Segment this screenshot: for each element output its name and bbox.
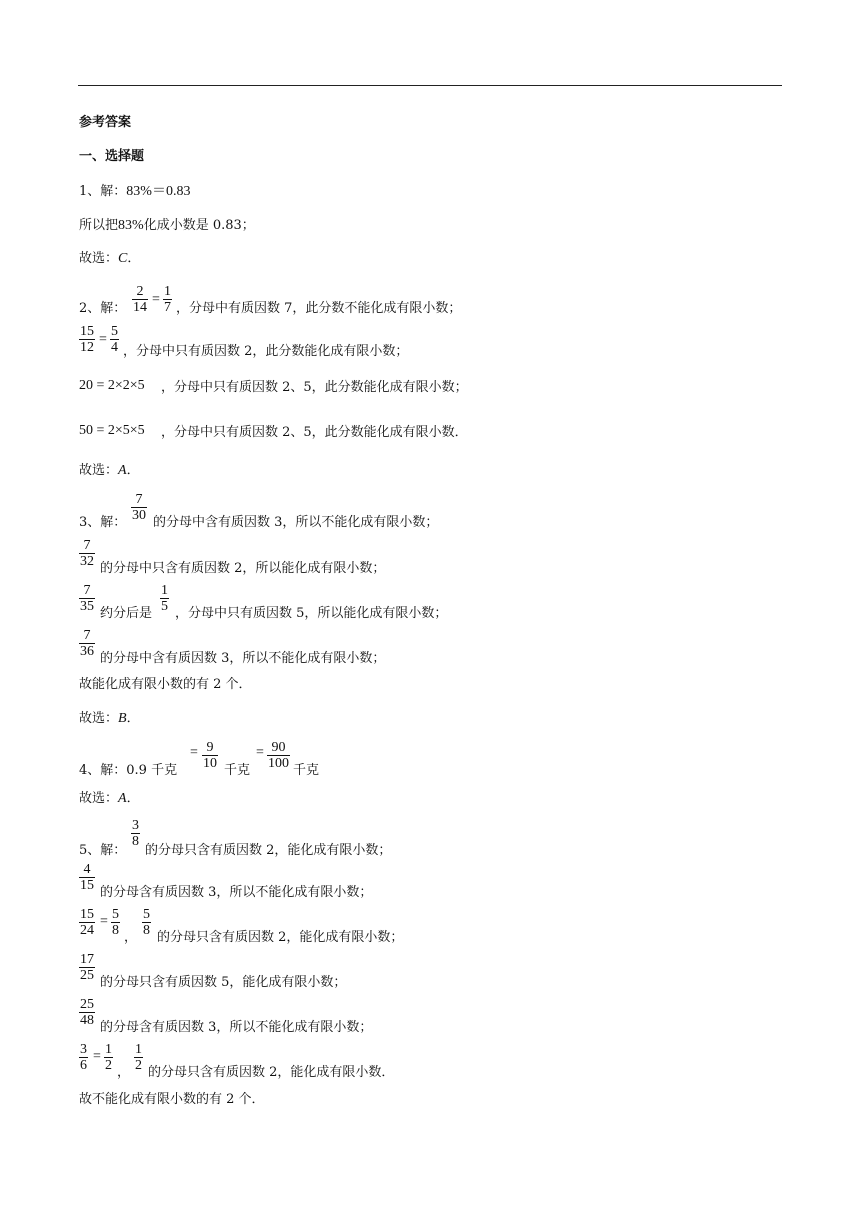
fraction-1-2: $\frac{1}{2}$ — [105, 1042, 112, 1073]
q3-text-3a: 约分后是 — [100, 606, 153, 621]
fraction-4-15: $\frac{4}{15}$ — [80, 862, 94, 893]
q3-conclusion: 故能化成有限小数的有 2 个． — [79, 677, 252, 692]
fraction-9-10: $\frac{9}{10}$ — [203, 740, 217, 771]
q3-text-4: 的分母中含有质因数 3，所以不能化成有限小数； — [100, 651, 386, 666]
answer-period: ． — [126, 463, 140, 478]
answer-label: 故选： — [79, 711, 119, 726]
equals-sign: = — [256, 745, 264, 760]
fraction-5-8-b: $\frac{5}{8}$ — [143, 907, 150, 938]
fraction-15-12: $\frac{15}{12}$ — [80, 324, 94, 355]
q4-unit-2: 千克 — [293, 763, 320, 778]
q2-text-4: ，分母中只有质因数 2、5，此分数能化成有限小数． — [161, 425, 468, 440]
q5-text-3: 的分母只含有质因数 2，能化成有限小数； — [157, 930, 404, 945]
answer-heading: 参考答案 — [79, 115, 132, 130]
fraction-5-8: $\frac{5}{8}$ — [112, 907, 119, 938]
q5-text-1: 的分母只含有质因数 2，能化成有限小数； — [145, 843, 392, 858]
answer-choice: A — [118, 791, 127, 806]
q1-equation: 83%＝0.83 — [126, 184, 191, 199]
q5-text-4: 的分母只含有质因数 5，能化成有限小数； — [100, 975, 347, 990]
q5-conclusion: 故不能化成有限小数的有 2 个． — [79, 1092, 265, 1107]
equals-sign: = — [93, 1049, 101, 1064]
q2-equation-20: 20 = 2×2×5 — [79, 378, 145, 393]
q3-answer — [79, 711, 140, 727]
q2-text-2: ，分母中只有质因数 2，此分数能化成有限小数； — [123, 344, 409, 359]
q1-line-1 — [79, 184, 190, 200]
fraction-3-8: $\frac{3}{8}$ — [132, 818, 139, 849]
fraction-25-48: $\frac{25}{48}$ — [80, 997, 94, 1028]
fraction-5-4: $\frac{5}{4}$ — [111, 324, 118, 355]
comma: ， — [124, 930, 138, 945]
q5-text-5: 的分母含有质因数 3，所以不能化成有限小数； — [100, 1020, 373, 1035]
q1-text-b: 化成小数是 0.83； — [143, 218, 255, 233]
fraction-3-6: $\frac{3}{6}$ — [80, 1042, 87, 1073]
fraction-7-30: $\frac{7}{30}$ — [132, 492, 146, 523]
q2-label: 2、解： — [79, 301, 127, 316]
q1-text-a: 所以把 — [79, 218, 119, 233]
answer-period: ． — [126, 711, 140, 726]
fraction-1-7: $\frac{1}{7}$ — [164, 284, 171, 315]
fraction-17-25: $\frac{17}{25}$ — [80, 952, 94, 983]
q1-answer — [79, 251, 140, 267]
answer-label: 故选： — [79, 251, 119, 266]
q1-label: 1、解： — [79, 184, 127, 199]
q1-percent: 83% — [118, 218, 144, 233]
q4-answer — [79, 791, 140, 807]
fraction-1-5: $\frac{1}{5}$ — [161, 583, 168, 614]
comma: ， — [117, 1065, 131, 1080]
q3-text-1: 的分母中含有质因数 3，所以不能化成有限小数； — [153, 515, 439, 530]
q3-text-2: 的分母中只含有质因数 2，所以能化成有限小数； — [100, 561, 386, 576]
q2-text-3: ，分母中只有质因数 2、5，此分数能化成有限小数； — [161, 380, 468, 395]
q5-text-2: 的分母含有质因数 3，所以不能化成有限小数； — [100, 885, 373, 900]
q4-unit-1: 千克 — [224, 763, 251, 778]
fraction-7-36: $\frac{7}{36}$ — [80, 628, 94, 659]
q2-answer — [79, 463, 140, 479]
q3-label: 3、解： — [79, 515, 127, 530]
equals-sign: = — [99, 332, 107, 347]
answer-period: ． — [127, 251, 141, 266]
q3-text-3b: ，分母中只有质因数 5，所以能化成有限小数； — [175, 606, 448, 621]
header-rule — [78, 85, 782, 86]
fraction-90-100: $\frac{90}{100}$ — [268, 740, 289, 771]
fraction-2-14: $\frac{2}{14}$ — [133, 284, 147, 315]
section-title: 一、选择题 — [79, 149, 145, 164]
q5-label: 5、解： — [79, 843, 127, 858]
fraction-7-35: $\frac{7}{35}$ — [80, 583, 94, 614]
answer-period: ． — [126, 791, 140, 806]
answer-choice: C — [118, 251, 128, 266]
fraction-15-24: $\frac{15}{24}$ — [80, 907, 94, 938]
q5-text-6: 的分母只含有质因数 2，能化成有限小数． — [148, 1065, 395, 1080]
q4-label: 4、解：0.9 千克 — [79, 763, 178, 778]
answer-choice: A — [118, 463, 127, 478]
q1-line-2 — [79, 218, 255, 234]
answer-label: 故选： — [79, 463, 119, 478]
equals-sign: = — [152, 292, 160, 307]
equals-sign: = — [190, 745, 198, 760]
fraction-1-2-b: $\frac{1}{2}$ — [135, 1042, 142, 1073]
answer-choice: B — [118, 711, 127, 726]
q2-text-1: ，分母中有质因数 7，此分数不能化成有限小数； — [176, 301, 462, 316]
q2-equation-50: 50 = 2×5×5 — [79, 423, 145, 438]
equals-sign: = — [100, 914, 108, 929]
fraction-7-32: $\frac{7}{32}$ — [80, 538, 94, 569]
answer-label: 故选： — [79, 791, 119, 806]
